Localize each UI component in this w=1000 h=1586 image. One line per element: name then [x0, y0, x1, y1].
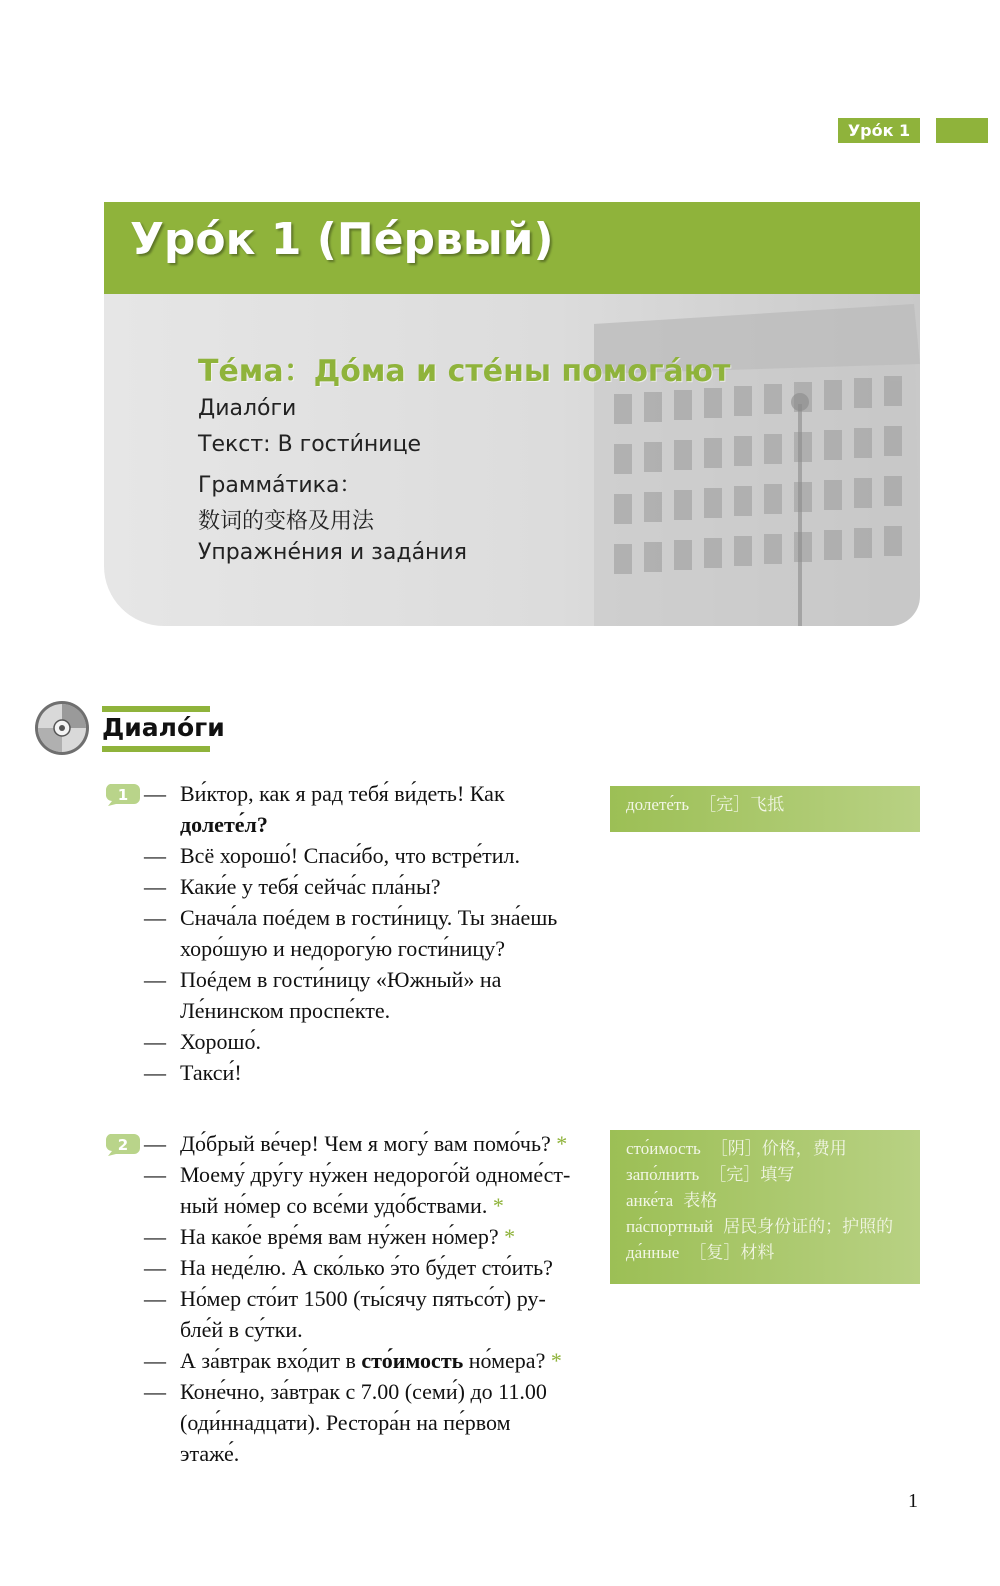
topic-item-grammar: Грамма́тика：: [198, 473, 362, 498]
dialogue-2-line: ный но́мер со все́ми удо́бствами. *: [180, 1193, 504, 1218]
dialogue-1: [144, 778, 557, 1088]
dialogue-2-line: (оди́ннадцати). Рестора́н на пе́рвом: [180, 1410, 511, 1435]
lesson-tab: Уро́к 1: [838, 118, 920, 143]
dialogue-2-line: — На како́е вре́мя вам ну́жен но́мер? *: [144, 1224, 516, 1249]
vocab-box-1: [610, 786, 920, 832]
dialogue-2-line: — Но́мер сто́ит 1500 (ты́сячу пятьсо́т) ру-: [144, 1286, 546, 1311]
dialogue-2-line: — На неде́лю. А ско́лько э́то бу́дет сто́ить?: [144, 1255, 553, 1280]
dialogue-1-line: — Хорошо́.: [144, 1029, 261, 1054]
topic-item-dialogs: Диало́ги: [198, 396, 297, 421]
vocab-entry: запо́лнить ［完］填写: [626, 1165, 795, 1184]
dialogue-2-line: — Коне́чно, за́втрак с 7.00 (семи́) до 11.00: [144, 1379, 547, 1404]
vocab-entry: па́спортный 居民身份证的；护照的: [626, 1217, 894, 1236]
dialogue-1-number-badge: [104, 782, 142, 806]
dialogue-2-line: этаже́.: [180, 1441, 240, 1466]
section-rule-bottom: [102, 746, 210, 752]
vocab-entry: сто́имость ［阴］价格，费用: [626, 1139, 847, 1158]
dialogue-2-line: — Моему́ дру́гу ну́жен недорого́й одноме́ст-: [144, 1162, 571, 1187]
lesson-title: Уро́к 1 (Пе́рвый): [130, 214, 554, 265]
topic-panel: [104, 294, 920, 626]
topic-item-text: Текст: В гости́нице: [198, 432, 422, 457]
topic-item-grammar-detail: 数词的变格及用法: [198, 509, 375, 534]
vocab-entry: долете́ть ［完］飞抵: [626, 795, 785, 814]
dialogue-2-line: бле́й в су́тки.: [180, 1317, 303, 1342]
dialogue-1-line: — Каки́е у тебя́ сейча́с пла́ны?: [144, 874, 441, 899]
dialogue-1-line: — Всё хорошо́! Спаси́бо, что встре́тил.: [144, 843, 521, 868]
vocab-entry: анке́та 表格: [626, 1191, 718, 1210]
dialogue-2-number-badge: [104, 1132, 142, 1156]
dialogue-1-line: — Ви́ктор, как я рад тебя́ ви́деть! Как: [144, 781, 505, 806]
topic-item-exercises: Упражне́ния и зада́ния: [198, 540, 467, 565]
section-rule-top: [102, 706, 210, 712]
audio-cd-icon[interactable]: [34, 700, 90, 756]
dialogue-1-line: — Поéдем в гости́ницу «Южный» на: [144, 967, 502, 992]
dialogue-2-line: — А за́втрак вхо́дит в сто́имость но́мера? *: [144, 1348, 562, 1373]
dialogue-1-line: Ле́нинском проспе́кте.: [180, 998, 391, 1023]
topic-title: Те́ма：До́ма и сте́ны помога́ют: [198, 354, 731, 389]
dialogue-1-line: — Снача́ла поéдем в гости́ницу. Ты зна́ешь: [144, 905, 558, 930]
dialogue-2: [144, 1128, 570, 1469]
vocab-box-2: [610, 1130, 920, 1284]
dialogue-1-line: хоро́шую и недорогу́ю гости́ницу?: [180, 936, 505, 961]
vocab-entry: да́нные ［复］材料: [626, 1243, 775, 1262]
section-title: Диало́ги: [102, 713, 225, 742]
dialogue-1-line: — Такси́!: [144, 1060, 242, 1085]
dialogue-1-number: 1: [117, 786, 129, 804]
dialogue-1-line: долете́л?: [180, 812, 268, 837]
lesson-tab-bar: [936, 118, 988, 143]
page-number: 1: [908, 1490, 918, 1512]
dialogue-2-number: 2: [117, 1136, 129, 1154]
dialogue-2-line: — До́брый ве́чер! Чем я могу́ вам помо́чь? *: [144, 1131, 568, 1156]
